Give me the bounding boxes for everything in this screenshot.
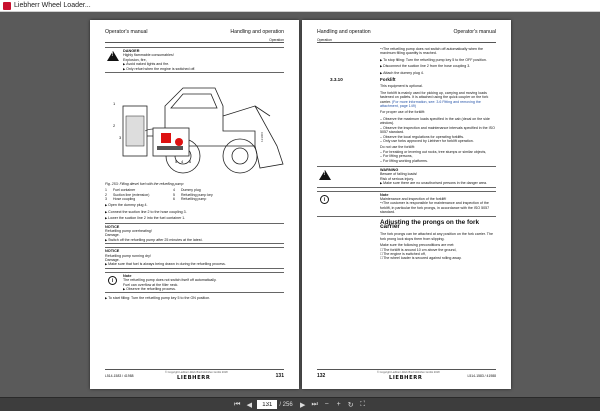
figure-caption: Fig. 253: Filling diesel fuel with the refuelling pump xyxy=(105,182,184,187)
viewer-toolbar xyxy=(0,397,600,411)
footer-page-number: 132 xyxy=(317,373,326,379)
procedure-step: ▶ Connect the suction line 2 to the hose coupling 3. xyxy=(105,210,284,214)
callout-4: 4 xyxy=(181,159,184,165)
legend-label: Fuel container xyxy=(113,188,136,193)
bullet-item: – For lifting working platforms. xyxy=(380,159,496,163)
page-131 xyxy=(90,20,299,389)
page-header xyxy=(317,29,496,43)
procedure-step: ▶ Attach the dummy plug 4. xyxy=(380,71,496,75)
page-body xyxy=(323,47,496,261)
legend-num: 2 xyxy=(105,192,107,197)
section-title: Forklift xyxy=(380,77,396,83)
legend-num: 3 xyxy=(105,197,107,202)
window-title: Liebherr Wheel Loader... xyxy=(14,2,91,9)
bullet-item: – Observe the inspection and maintenance intervals specified in the ISO 5057 standard. xyxy=(380,126,496,135)
notice-step: ▶ Make sure that fuel is always being drawn in during the refuelling process. xyxy=(105,262,284,266)
danger-tag: DANGER xyxy=(123,49,140,53)
header-left: Operator's manual xyxy=(105,29,148,35)
bullet-item: – Only use forks approved by Liebherr for forklift operation. xyxy=(380,139,496,143)
legend-label: Refuelling pump xyxy=(181,197,207,202)
procedure-step: ▶ To stop filling: Turn the refuelling pump key 5 to the OFF position. xyxy=(380,58,496,62)
danger-step: ▶ Only refuel when the engine is switched off. xyxy=(123,67,284,71)
bullet-item: – Observe the maximum loads specified in the cab (decal on the side window). xyxy=(380,117,496,126)
cross-reference-link[interactable]: (For more information, see: 3.6 Fitting and removing the attachment, page 149) xyxy=(380,99,481,109)
notice-box xyxy=(105,223,284,245)
window-titlebar xyxy=(0,0,600,12)
paragraph: This equipment is optional. xyxy=(380,84,423,89)
footer-page-number: 131 xyxy=(275,373,284,379)
callout-5: 5 xyxy=(175,159,178,165)
page-body xyxy=(105,47,284,303)
procedure-step: ▶ Disconnect the suction line 2 from the hose coupling 3. xyxy=(380,64,496,68)
legend-label: Dummy plug xyxy=(181,188,201,193)
danger-icon xyxy=(107,51,119,61)
callout-6: 6 xyxy=(189,159,192,165)
procedure-step: ▶ To start filling: Turn the refuelling pump key 5 to the ON position. xyxy=(105,296,284,300)
note-tag: Note xyxy=(380,192,389,197)
notice-tag: NOTICE xyxy=(105,249,120,254)
info-icon: i xyxy=(108,276,117,285)
danger-step: ▶ Avoid naked lights and fire. xyxy=(123,62,284,66)
figure-code: 123006 xyxy=(260,132,264,143)
liebherr-logo: LIEBHERR xyxy=(177,375,211,381)
paragraph: Do not use the forklift: xyxy=(380,145,415,150)
procedure-step: ▶ Open the dummy plug 4. xyxy=(105,203,284,207)
note-tag: Note xyxy=(123,273,132,278)
header-sub: Operation xyxy=(269,38,284,42)
next-page-button[interactable]: ▶ xyxy=(299,401,306,409)
rotate-icon[interactable]: ↻ xyxy=(347,401,354,409)
app-icon xyxy=(3,2,11,10)
precondition-item: ☐ The engine is switched off, xyxy=(380,252,496,256)
notice-line: Refuelling pump overheating! xyxy=(105,228,152,233)
note-line: The refuelling pump does not switch itself off automatically. xyxy=(123,278,217,283)
result-line: ↪ The refuelling pump does not switch off automatically when the maximum filling quantity is reached. xyxy=(380,47,496,56)
legend-label: Suction line (extension) xyxy=(113,192,150,197)
precondition-item: ☐ The forklift is around 10 cm above the ground, xyxy=(380,248,496,252)
header-left: Handling and operation xyxy=(317,29,371,35)
footer-doc-code: L514-1583 / 41988 xyxy=(105,374,134,378)
document-viewer[interactable] xyxy=(0,12,600,397)
header-sub: Operation xyxy=(317,38,332,42)
danger-line: Highly flammable consumables! xyxy=(123,53,174,58)
page-footer xyxy=(105,369,284,381)
subsection-title: Adjusting the prongs on the fork carrier xyxy=(380,218,480,230)
note-box xyxy=(105,272,284,294)
zoom-out-icon[interactable]: − xyxy=(324,401,329,408)
header-right: Operator's manual xyxy=(453,29,496,35)
paragraph: For proper use of the forklift: xyxy=(380,110,426,115)
header-right: Handling and operation xyxy=(230,29,284,35)
danger-box xyxy=(105,47,284,73)
paragraph: The forklift is mainly used for picking up, carrying and moving loads fastened on pallets. It is attached using the quick coupler on the fork carrier. (For more information, see: 3.6 Fitting and removing the attachment, page 149) xyxy=(380,90,489,109)
liebherr-logo: LIEBHERR xyxy=(389,375,423,381)
warning-tag: WARNING xyxy=(380,167,399,172)
legend-num: 6 xyxy=(173,197,175,202)
warning-step: ▶ Make sure there are no unauthorised persons in the danger area. xyxy=(380,181,496,185)
warning-box xyxy=(317,166,496,188)
prev-page-button[interactable]: ◀ xyxy=(246,401,252,409)
page-number-input[interactable] xyxy=(257,400,277,409)
fullscreen-icon[interactable]: ⛶ xyxy=(360,400,366,408)
notice-line: Damage. xyxy=(105,257,120,262)
precondition-item: ☐ The wheel loader is secured against rolling away. xyxy=(380,256,496,260)
note-line: Maintenance and inspection of the forklift! xyxy=(380,196,447,201)
note-box xyxy=(317,191,496,217)
legend-num: 5 xyxy=(173,192,175,197)
legend-num: 4 xyxy=(173,188,175,193)
procedure-step: ▶ Lower the suction line 2 into the fuel container 1. xyxy=(105,216,284,220)
legend-num: 1 xyxy=(105,188,107,193)
zoom-in-icon[interactable]: + xyxy=(336,401,341,408)
page-132 xyxy=(302,20,511,389)
bullet-item: – For lifting persons, xyxy=(380,154,496,158)
note-step: ▶ Observe the refuelling process. xyxy=(123,287,284,291)
callout-2: 2 xyxy=(113,123,116,129)
note-line: Fuel can overflow at the filler neck. xyxy=(123,282,179,287)
refuelling-figure xyxy=(105,76,284,180)
bullet-item: – Observe the local regulations for operating forklifts. xyxy=(380,135,496,139)
last-page-button[interactable]: ⏭ xyxy=(311,400,318,408)
note-result: ↪ The customer is responsible for maintenance and inspection of the forklift, in particular the fork prongs, in accordance with the ISO 5057 standard. xyxy=(380,201,496,214)
notice-box xyxy=(105,247,284,269)
figure-legend xyxy=(105,188,284,201)
page-count: / 256 xyxy=(279,401,293,408)
warning-line: Beware of falling loads! xyxy=(380,172,418,177)
paragraph: The fork prongs can be attached at any position on the fork carrier. The fork prong lock stops them from slipping. xyxy=(380,232,494,241)
warning-line: Risk of serious injury. xyxy=(380,176,414,181)
paragraph: Make sure the following preconditions are met: xyxy=(380,243,455,248)
first-page-button[interactable]: ⏮ xyxy=(234,400,241,408)
notice-line: Damage. xyxy=(105,233,120,238)
legend-label: Hose coupling xyxy=(113,197,136,202)
info-icon: i xyxy=(320,195,329,204)
notice-line: Refuelling pump running dry! xyxy=(105,253,151,258)
page-header xyxy=(105,29,284,43)
warning-icon xyxy=(319,170,331,180)
page-footer xyxy=(317,369,496,381)
danger-line: Explosion, fire, xyxy=(123,57,147,62)
notice-step: ▶ Switch off the refuelling pump after 25 minutes at the latest. xyxy=(105,238,284,242)
bullet-item: – For breaking or levering out rocks, tree stumps or similar objects, xyxy=(380,150,496,154)
legend-label: Refuelling pump key xyxy=(181,192,213,197)
callout-3: 3 xyxy=(119,135,122,141)
footer-copyright: © Copyright Liebherr-Werk Bischofshofen GmbH 2018 xyxy=(377,371,440,374)
footer-copyright: © Copyright Liebherr-Werk Bischofshofen GmbH 2018 xyxy=(165,371,228,374)
callout-1: 1 xyxy=(113,101,116,107)
section-heading xyxy=(330,77,496,83)
wheel-loader-illustration xyxy=(105,76,284,180)
notice-tag: NOTICE xyxy=(105,224,120,229)
footer-doc-code: L514-1583 / 41988 xyxy=(467,374,496,378)
section-number: 3.3.10 xyxy=(330,77,343,83)
